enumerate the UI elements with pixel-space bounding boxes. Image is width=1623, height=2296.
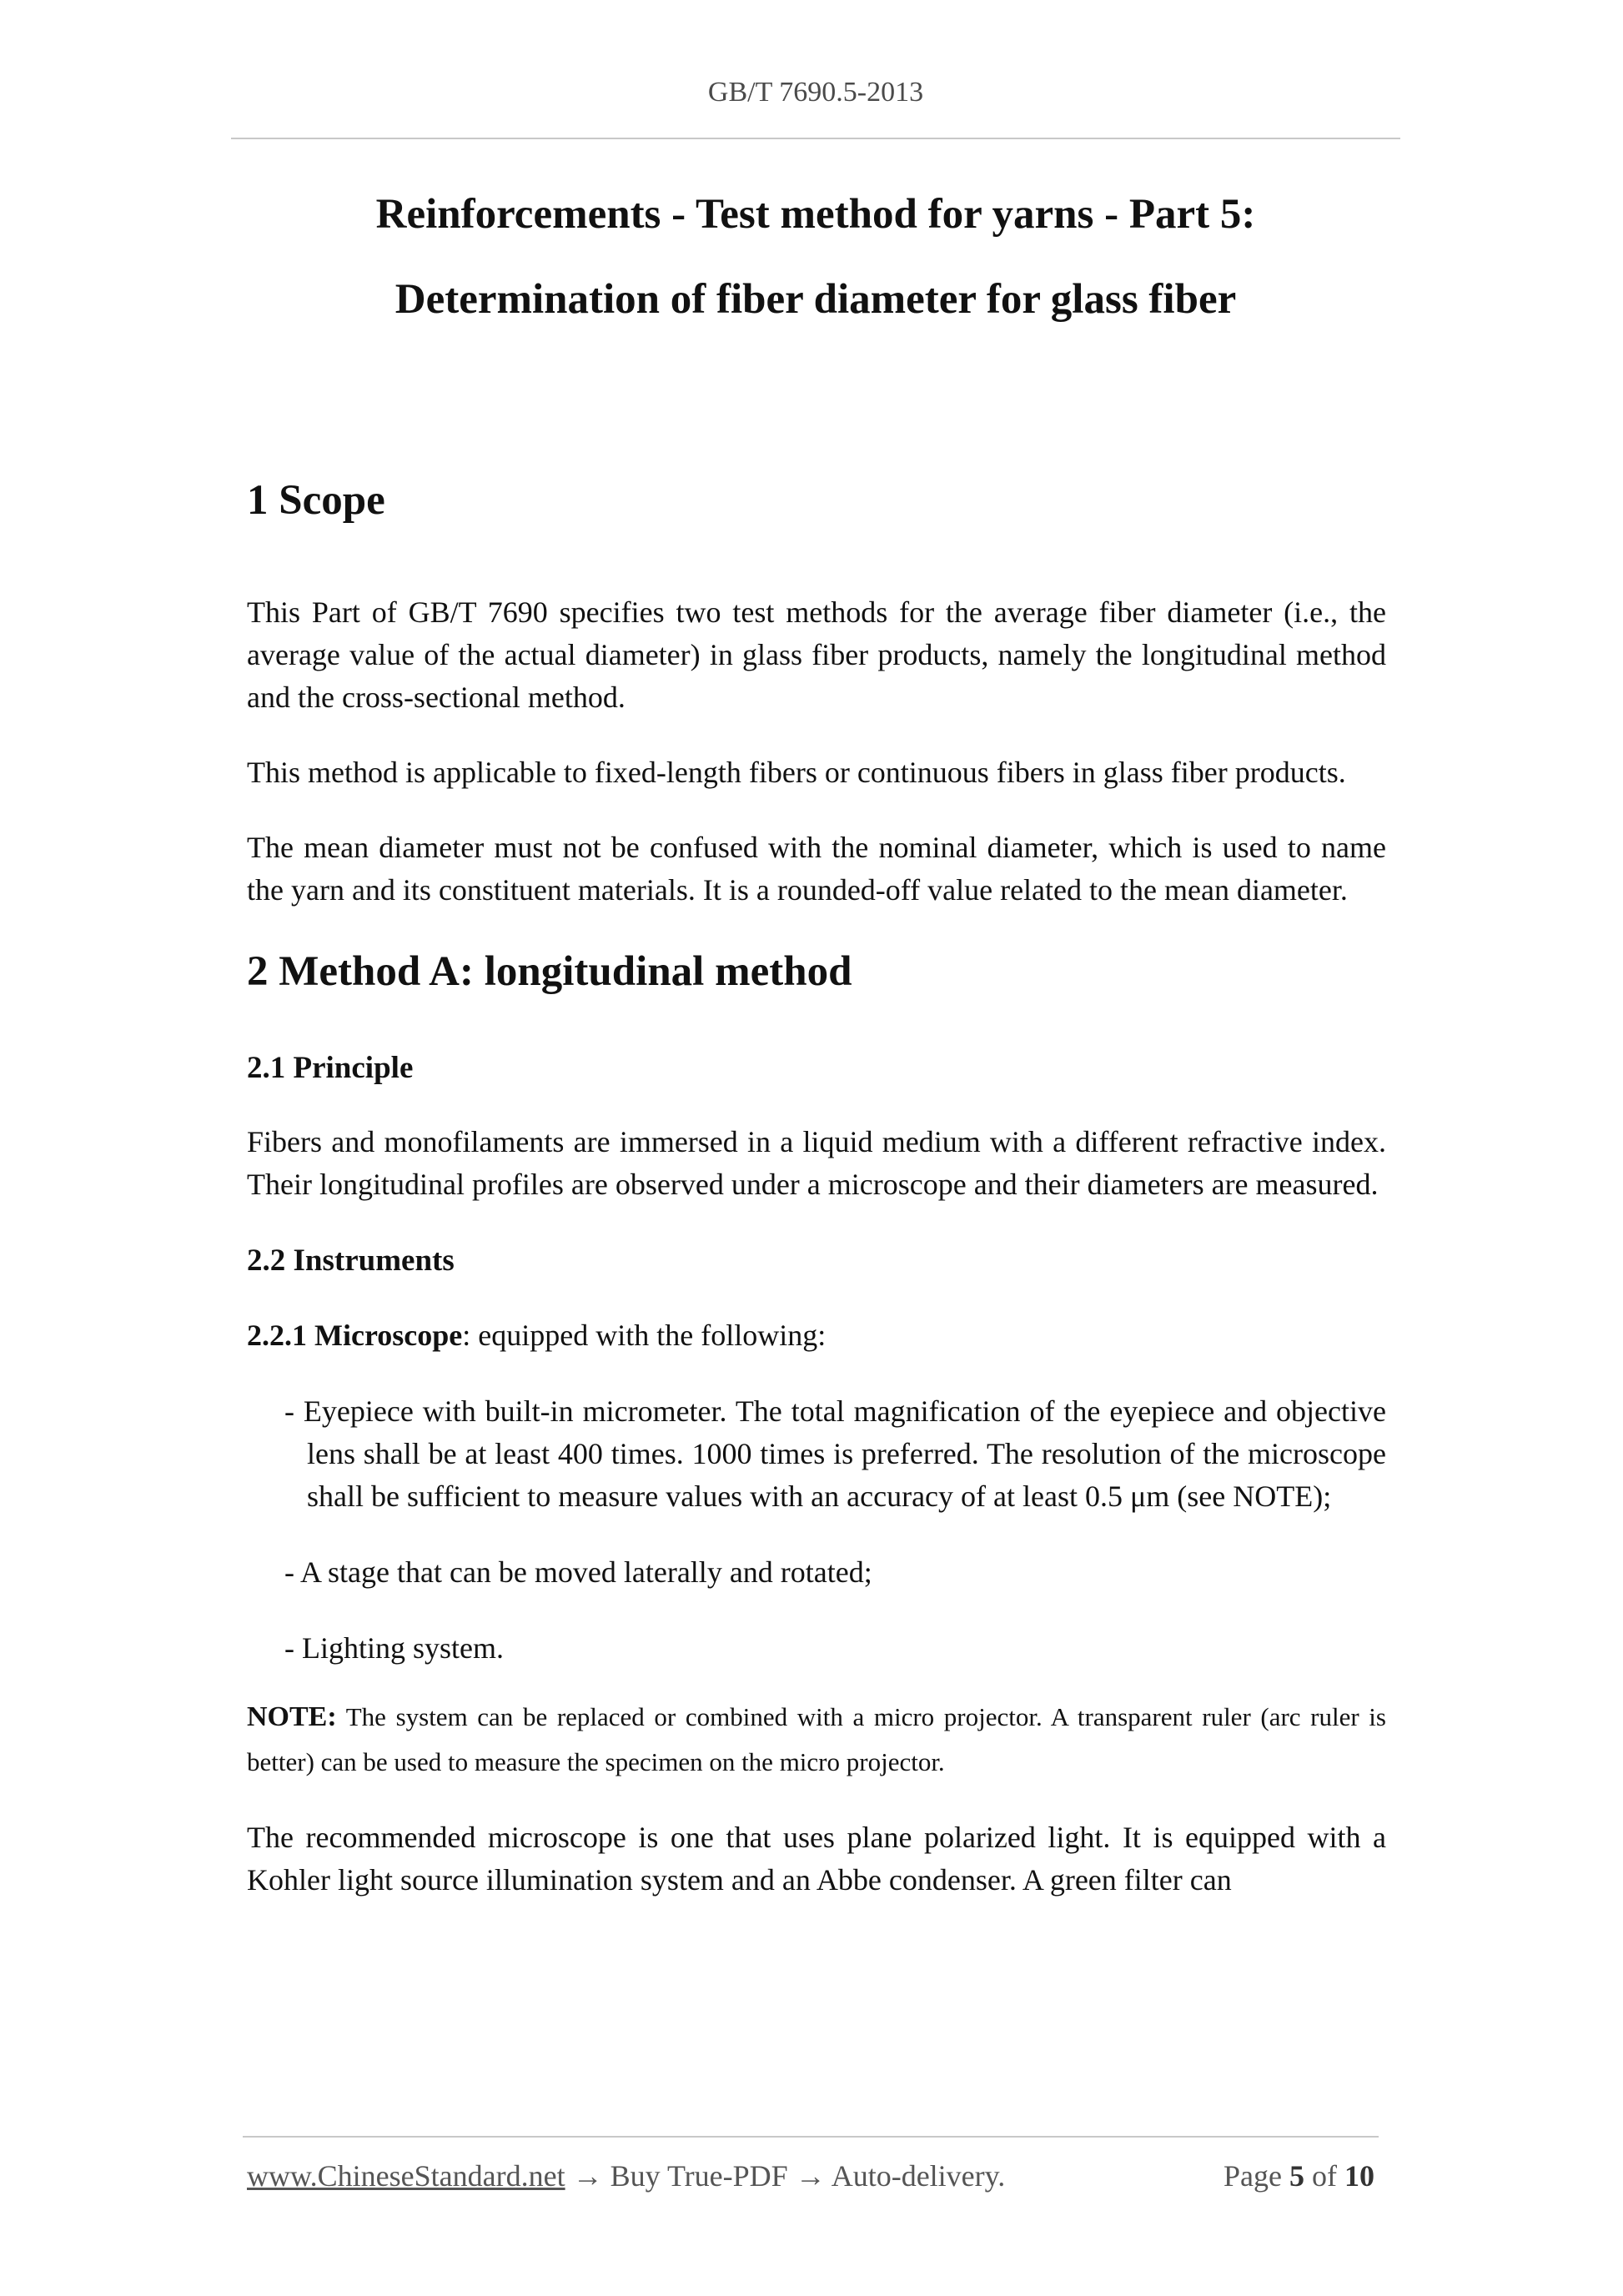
arrow-icon: → — [787, 2159, 832, 2193]
list-item-lighting: - Lighting system. — [284, 1631, 504, 1665]
footer-delivery-text: Auto-delivery. — [831, 2159, 1006, 2193]
section-1-heading: 1 Scope — [247, 477, 385, 524]
footer-buy-text: Buy True-PDF — [610, 2159, 788, 2193]
running-header: GB/T 7690.5-2013 — [707, 77, 924, 108]
document-title-line-2: Determination of fiber diameter for glass fiber — [394, 276, 1237, 323]
subsection-2-1-heading: 2.1 Principle — [247, 1051, 414, 1086]
recommended-microscope-paragraph: The recommended microscope is one that uses plane polarized light. It is equipped with a Kohler light source illumination system and an Abbe condenser. A green filter can — [247, 1821, 1386, 1897]
scope-paragraph-1: This Part of GB/T 7690 specifies two test methods for the average fiber diameter (i.e., the average value of the actual diameter) in glass fiber products, namely the longitudinal method and the cross-sectional method. — [247, 595, 1386, 715]
footer-website-link[interactable]: www.ChineseStandard.net — [247, 2159, 565, 2193]
total-page-count: 10 — [1344, 2159, 1374, 2193]
note-text: The system can be replaced or combined with a micro projector. A transparent ruler (arc ruler is better) can be used to measure the specimen on the micro projector. — [247, 1702, 1386, 1777]
of-word: of — [1304, 2159, 1344, 2193]
microscope-clause — [247, 1314, 1386, 1357]
list-item-eyepiece: - Eyepiece with built-in micrometer. The total magnification of the eyepiece and objective lens shall be at least 400 times. 1000 times is preferred. The resolution of the microscope shall be sufficient to measure values with an accuracy of at least 0.5 μm (see NOTE); — [284, 1394, 1386, 1514]
footer-rule — [243, 2136, 1379, 2138]
page-footer — [247, 2158, 1374, 2193]
arrow-icon: → — [565, 2159, 611, 2193]
document-title-line-1: Reinforcements - Test method for yarns - Part 5: — [375, 191, 1256, 238]
current-page-number: 5 — [1289, 2159, 1304, 2193]
list-item-stage: - A stage that can be moved laterally and rotated; — [284, 1555, 872, 1590]
page-word: Page — [1224, 2159, 1289, 2193]
principle-paragraph: Fibers and monofilaments are immersed in a liquid medium with a different refractive index. Their longitudinal profiles are observed under a microscope and their diameters are measured. — [247, 1124, 1386, 1201]
note-paragraph — [247, 1695, 1386, 1785]
microscope-label: 2.2.1 Microscope — [247, 1319, 463, 1353]
body-content — [247, 475, 1386, 1902]
page-indicator — [1224, 2158, 1374, 2193]
microscope-text: : equipped with the following: — [462, 1319, 827, 1353]
subsection-2-2-heading: 2.2 Instruments — [247, 1243, 455, 1278]
footer-promo — [247, 2158, 1005, 2193]
section-2-heading: 2 Method A: longitudinal method — [247, 948, 852, 996]
scope-paragraph-2: This method is applicable to fixed-length fibers or continuous fibers in glass fiber products. — [247, 756, 1346, 790]
scope-paragraph-3: The mean diameter must not be confused with the nominal diameter, which is used to name the yarn and its constituent materials. It is a rounded-off value related to the mean diameter. — [247, 831, 1386, 907]
note-label: NOTE: — [247, 1701, 337, 1733]
header-rule — [231, 138, 1400, 139]
